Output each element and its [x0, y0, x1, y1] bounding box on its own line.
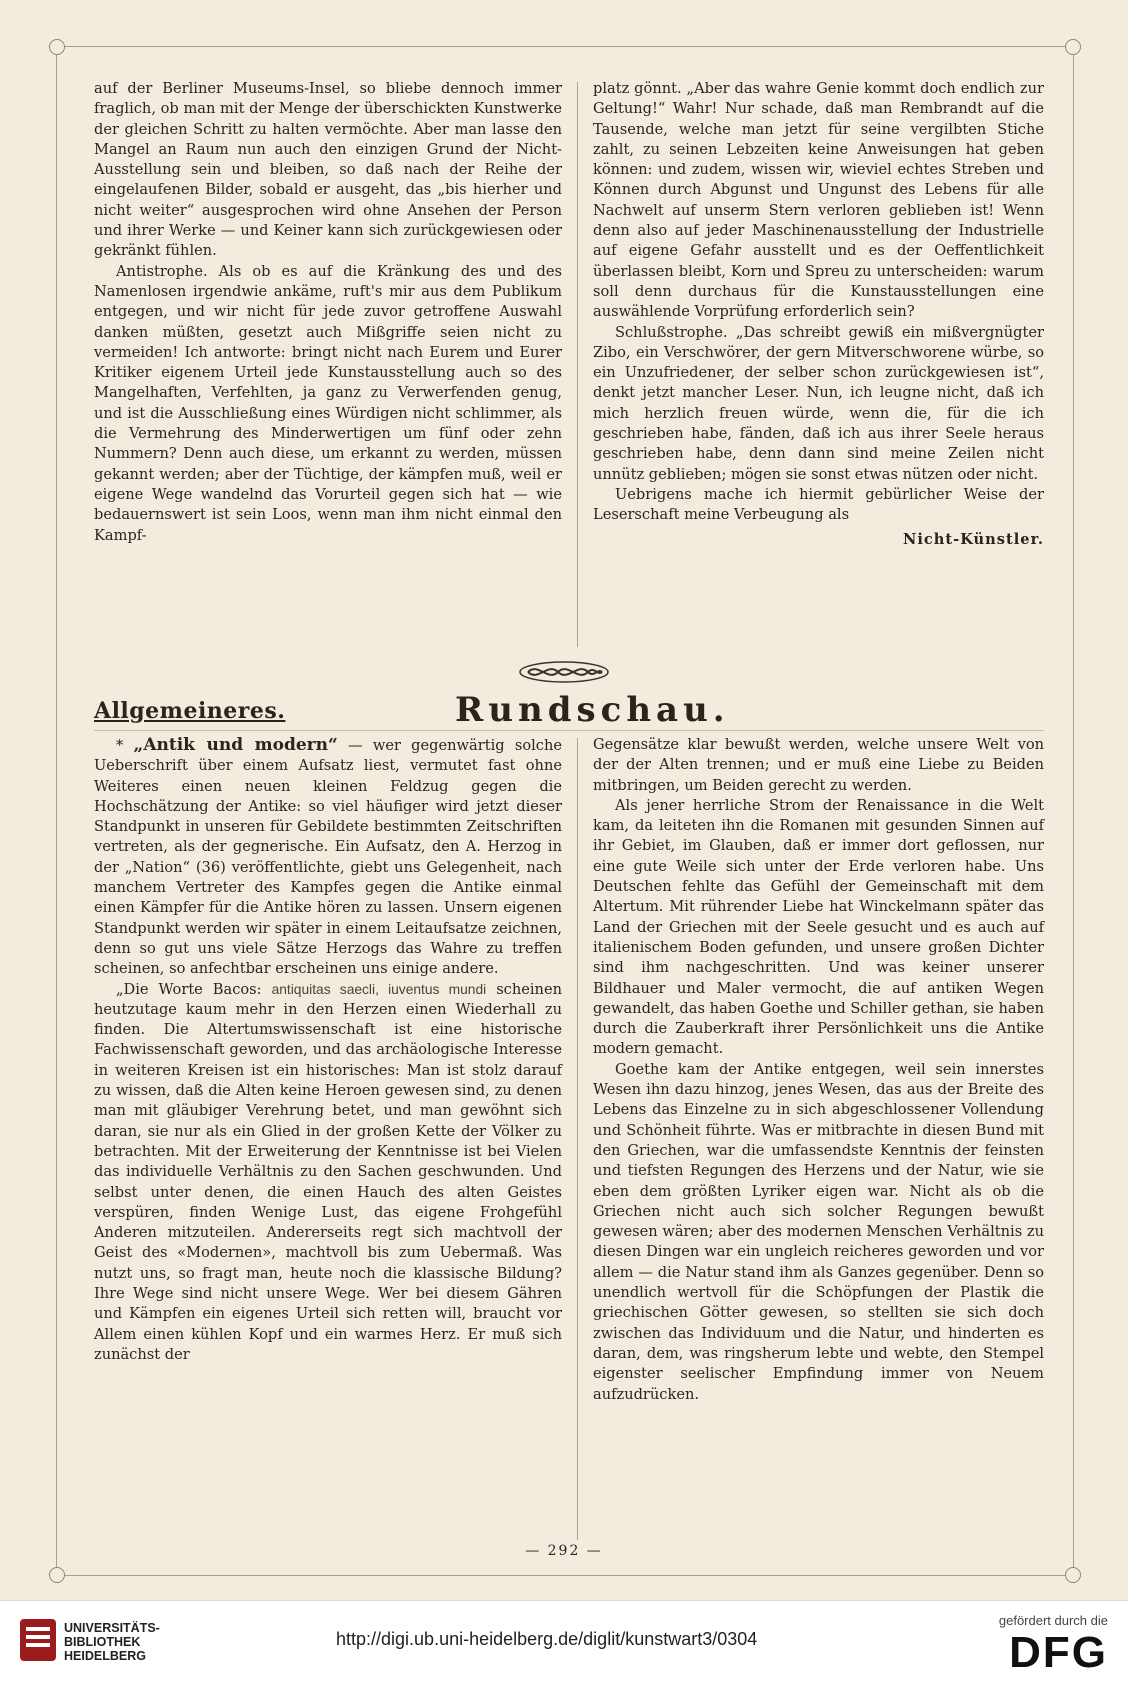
paragraph: platz gönnt. „Aber das wahre Genie kommt doch endlich zur Geltung!“ Wahr! Nur schade, daß man Rembrandt auf die Tausende, welche man jetzt für seine vergilbten Stiche zahlt, zu seinen Lebzeiten keine Anweisungen hat geben können: und zudem, wissen wir, wieviel echtes Streben und Können durch Abgunst und Ungunst des Lebens für alle Nachwelt auf unserm Stern verloren geblieben ist! Wenn denn also auf jeder Maschinenausstellung der Industrielle auf eigene Gefahr ausstellt und es der Oeffentlichkeit überlassen bleibt, Korn und Spreu zu unterscheiden: warum soll denn durchaus für die Kunstausstellungen eine auswählende Vorprüfung erforderlich sein?: [593, 80, 1044, 321]
page-number: — 292 —: [525, 1543, 603, 1559]
column-divider: [577, 82, 578, 647]
paragraph: auf der Berliner Museums-Insel, so bliebe dennoch immer fraglich, ob man mit der Menge der überschickten Kunstwerke der gleichen Schritt zu halten vermöchte. Aber man lasse den Mangel an Raum nun auch den einzigen Grund der Nicht-Ausstellung sein und bleiben, so daß nach der Reihe der eingelaufenen Bilder, sobald er ausgeht, das „bis hierher und nicht weiter“ ausgesprochen wird ohne Ansehen der Person und ihrer Werke — und Keiner kann sich zurückgewiesen oder gekränkt fühlen.: [94, 80, 562, 260]
section-label: Allgemeineres.: [94, 698, 286, 724]
top-right-column: [593, 79, 1044, 550]
divider: [94, 730, 1044, 731]
university-name: UNIVERSITÄTS- BIBLIOTHEK HEIDELBERG: [64, 1621, 160, 1663]
signature: Nicht-Künstler.: [903, 530, 1044, 548]
quote-text: scheinen heutzutage kaum mehr in den Herzen einen Wiederhall zu finden. Die Altertumswissenschaft ist eine historische Fachwissenschaft geworden, und das archäologische Interesse in weiteren Kreisen ist ein historisches: Man ist stolz darauf zu wissen, daß die Alten keine Heroen gewesen sind, zu denen man mit gläubiger Verehrung betet, und man gewöhnt sich daran, sie nur als ein Glied in der großen Kette der Völker zu betrachten. Mit der Erweiterung der Kenntnisse ist bei Vielen das individuelle Verhältnis zu den Sachen geschwunden. Und selbst unter denen, die einen Hauch des alten Geistes verspüren, finden Wenige Lust, das eigene Frohgefühl Anderen mitzuteilen. Andererseits regt sich machtvoll der Geist des «Modernen», machtvoll bis zum Uebermaß. Was nutzt uns, so fragt man, heute noch die klassische Bildung? Ihre Wege sind nicht unsere Wege. Wer bei diesem Gähren und Kämpfen ein eigenes Urteil sich retten will, braucht vor Allem einen kühlen Kopf und ein warmes Herz. Er muß sich zunächst der: [94, 980, 562, 1363]
corner-ornament: [49, 1567, 65, 1583]
bottom-right-column: [593, 735, 1044, 1405]
corner-ornament: [49, 39, 65, 55]
article-text: — wer gegenwärtig solche Ueberschrift über einem Aufsatz liest, vermutet fast ohne Weiteres einen neuen kleinen Feldzug gegen die Hochschätzung der Antike: so viel häufiger wird jetzt dieser Standpunkt in unseren für Gebildete bestimmten Zeitschriften vertreten, als der gegnerische. Ein Aufsatz, den A. Herzog in der „Nation“ (36) veröffentlichte, giebt uns Gelegenheit, nach manchem Vertreter des Kampfes gegen die Antike einmal einen Kämpfer für die Antike hören zu lassen. Unsern eigenen Standpunkt werden wir später in einem Leitaufsatze zeichnen, denn so gut uns viele Sätze Herzogs das Wahre zu treffen scheinen, so anfechtbar erscheinen uns einige andere.: [94, 737, 562, 978]
paragraph: Goethe kam der Antike entgegen, weil sein innerstes Wesen ihn dazu hinzog, jenes Wesen, das aus der Breite des Lebens das Einzelne zu in sich abgeschlossener Vollendung und Schönheit führte. Was er mitbrachte in diesen Bund mit den Griechen, war die umfassendste Kenntnis der feinsten und tiefsten Regungen des Herzens und der Natur, wie sie eben dem größten Lyriker eigen war. Nicht als ob die Griechen nicht auch sich solcher Regungen bewußt gewesen wären; aber des modernen Menschen Verhältnis zu diesen Dingen war ein ungleich reicheres geworden und vor allem — die Natur stand ihm als Ganzes gegenüber. Denn so unendlich wertvoll für die Schöpfungen der Plastik die griechischen Götter gewesen, so stellten sie sich doch zwischen das Individuum und die Natur, und hinderten es daran, dem, was ringsherum lebte und webte, den Stempel eigenster seelischer Empfindung immer von Neuem aufzudrücken.: [593, 1060, 1044, 1403]
paragraph: Schlußstrophe. „Das schreibt gewiß ein mißvergnügter Zibo, ein Verschwörer, der gern Mitverschworene würbe, so ein Unzufriedener, der selber schon zurückgewiesen ist“, denkt jetzt mancher Leser. Nun, ich leugne nicht, daß ich mich herzlich freuen würde, wenn die, für die ich geschrieben habe, fänden, daß ich aus ihrer Seele heraus geschrieben habe, denn dann sind meine Zeilen nicht unnütz geblieben; mögen sie sonst etwas nützen oder nicht.: [593, 323, 1044, 483]
funding-note: gefördert durch die: [998, 1613, 1108, 1628]
paragraph: Uebrigens mache ich hiermit gebürlicher Weise der Leserschaft meine Verbeugung als: [593, 485, 1044, 524]
footer-bar: [0, 1600, 1128, 1686]
latin-quote: antiquitas saecli, iuventus mundi: [271, 981, 487, 997]
corner-ornament: [1065, 39, 1081, 55]
item-marker: *: [116, 737, 124, 754]
corner-ornament: [1065, 1567, 1081, 1583]
top-left-column: [94, 79, 562, 546]
university-seal-icon: [18, 1617, 58, 1663]
article-heading: „Antik und modern“: [133, 735, 338, 755]
paragraph: [94, 735, 562, 980]
paragraph: Als jener herrliche Strom der Renaissance in die Welt kam, da leiteten ihn die Romanen mit gesunden Sinnen auf ihr Gebiet, im Glauben, daß er immer dort geflossen, nur eine gute Weile sich unter der Erde verloren habe. Uns Deutschen fehlte das Gefühl der Gemeinschaft mit dem Altertum. Mit rührender Liebe hat Winckelmann später das Land der Griechen mit der Seele gesucht und es auch auf italienischem Boden gefunden, und unsere großen Dichter sind ihm nachgeschritten. Und was keiner unserer Bildhauer und Maler vermocht, die auf antiken Wegen gewandelt, das haben Goethe und Schiller gethan, sie haben durch die Zauberkraft ihrer Persönlichkeit uns die Antike modern gemacht.: [593, 796, 1044, 1058]
paragraph: Antistrophe. Als ob es auf die Kränkung des und des Namenlosen irgendwie ankäme, ruft's mir aus dem Publikum entgegen, und wir nicht für jede zuvor getroffene Auswahl danken müßten, gesetzt auch Mißgriffe seien nicht zu vermeiden! Ich antworte: bringt nicht nach Eurem und Eurer Kritiker eigenem Urteil jede Kunstausstellung auch so des Mangelhaften, Verfehlten, ja ganz zu Verwerfenden genug, und ist die Ausschließung eines Würdigen nicht schlimmer, als die Vermehrung des Minderwertigen um fünf oder zehn Nummern? Denn auch diese, um erkannt zu werden, müssen gekannt werden; aber der Tüchtige, der kämpfen muß, weil er eigene Wege wandelnd das Vorurteil gegen sich hat — wie bedauernswert ist sein Loos, wenn man ihm nicht einmal den Kampf-: [94, 262, 562, 544]
section-title: Rundschau.: [455, 690, 730, 730]
paragraph: [94, 980, 562, 1366]
source-url-link[interactable]: http://digi.ub.uni-heidelberg.de/diglit/kunstwart3/0304: [336, 1629, 758, 1649]
paragraph: Gegensätze klar bewußt werden, welche unsere Welt von der der Alten trennen; und er muß eine Liebe zu Beiden mitbringen, um Beiden gerecht zu werden.: [593, 736, 1044, 794]
decorative-ornament-icon: [514, 658, 614, 686]
dfg-logo: DFG: [1009, 1628, 1108, 1677]
bottom-left-column: [94, 735, 562, 1365]
column-divider: [577, 738, 578, 1540]
quote-open: „Die Worte Bacos:: [116, 980, 272, 998]
